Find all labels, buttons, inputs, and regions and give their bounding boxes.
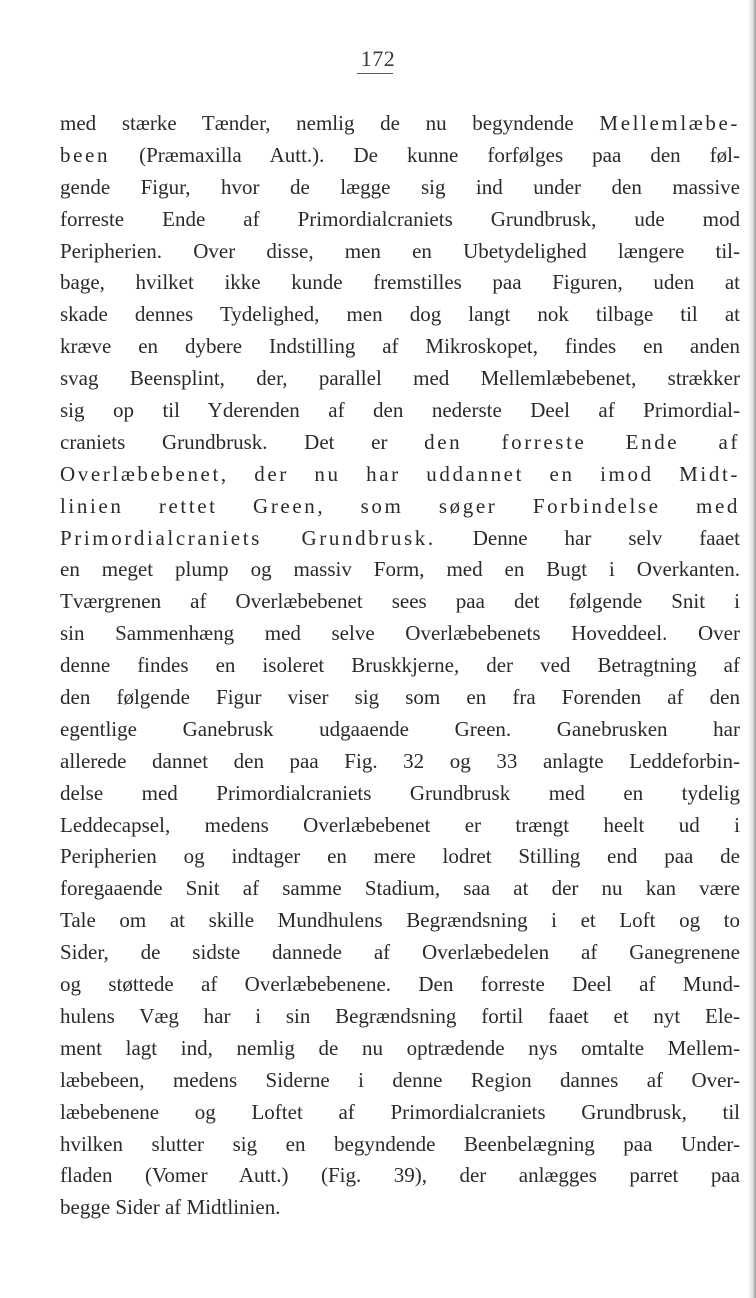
text-line <box>60 491 740 523</box>
text-line <box>60 108 740 140</box>
text-line <box>60 459 740 491</box>
page-number: 172 <box>360 46 396 71</box>
spaced-emphasis: Primordialcraniets Grundbrusk. <box>60 525 436 550</box>
spaced-emphasis: Mellemlæbe- <box>599 111 740 135</box>
text-line: forreste Ende af Primordialcraniets Grundbrusk, ude mod <box>60 206 740 231</box>
spaced-emphasis: linien rettet Green, som søger Forbindelse med <box>60 493 740 518</box>
text-line: foregaaende Snit af samme Stadium, saa at der nu kan være <box>60 876 740 901</box>
page-edge-shadow <box>748 0 756 1298</box>
spaced-emphasis: Overlæbebenet, der nu har uddannet en imod Midt- <box>60 461 740 486</box>
text-segment: (Præmaxilla Autt.). De kunne forfølges paa den føl- <box>110 142 740 167</box>
text-line <box>60 140 740 172</box>
text-line: Tværgrenen af Overlæbebenet sees paa det følgende Snit i <box>60 589 740 614</box>
spaced-emphasis: been <box>60 142 111 167</box>
text-segment: med stærke Tænder, nemlig de nu begyndende <box>60 111 600 135</box>
text-line: sin Sammenhæng med selve Overlæbebenets Hoveddeel. Over <box>60 621 740 646</box>
text-line: delse med Primordialcraniets Grundbrusk med en tydelig <box>60 780 740 805</box>
text-line: læbebeen, medens Siderne i denne Region dannes af Over- <box>60 1067 740 1092</box>
text-line: Peripherien. Over disse, men en Ubetydelighed længere til- <box>60 238 740 263</box>
text-line: denne findes en isoleret Bruskkjerne, der ved Betragtning af <box>60 653 740 678</box>
text-line: og støttede af Overlæbebenene. Den forreste Deel af Mund- <box>60 972 740 997</box>
text-line: sig op til Yderenden af den nederste Deel af Primordial- <box>60 398 740 423</box>
text-line: ment lagt ind, nemlig de nu optrædende nys omtalte Mellem- <box>60 1035 740 1060</box>
text-line: en meget plump og massiv Form, med en Bugt i Overkanten. <box>60 557 740 582</box>
text-line <box>60 427 740 459</box>
text-line: Leddecapsel, medens Overlæbebenet er trængt heelt ud i <box>60 812 740 837</box>
page-number-underline <box>357 73 393 74</box>
text-segment: Denne har selv faaet <box>435 525 740 550</box>
text-line: hvilken slutter sig en begyndende Beenbelægning paa Under- <box>60 1131 740 1156</box>
text-segment: craniets Grundbrusk. Det er <box>60 429 425 454</box>
text-line: gende Figur, hvor de lægge sig ind under den massive <box>60 174 740 199</box>
text-line: egentlige Ganebrusk udgaaende Green. Ganebrusken har <box>60 716 740 741</box>
text-line: Peripherien og indtager en mere lodret Stilling end paa de <box>60 844 740 869</box>
text-line: kræve en dybere Indstilling af Mikroskopet, findes en anden <box>60 334 740 359</box>
text-line: skade dennes Tydelighed, men dog langt nok tilbage til at <box>60 302 740 327</box>
text-line: læbebenene og Loftet af Primordialcraniets Grundbrusk, til <box>60 1099 740 1124</box>
text-line: Tale om at skille Mundhulens Begrændsning i et Loft og to <box>60 908 740 933</box>
text-line: svag Beensplint, der, parallel med Mellemlæbebenet, strækker <box>60 366 740 391</box>
text-line: den følgende Figur viser sig som en fra Forenden af den <box>60 685 740 710</box>
text-line: allerede dannet den paa Fig. 32 og 33 anlagte Leddeforbin- <box>60 748 740 773</box>
spaced-emphasis: den forreste Ende af <box>424 429 740 454</box>
text-line: bage, hvilket ikke kunde fremstilles paa Figuren, uden at <box>60 270 740 295</box>
text-line: begge Sider af Midtlinien. <box>60 1195 281 1220</box>
text-line: fladen (Vomer Autt.) (Fig. 39), der anlægges parret paa <box>60 1163 740 1188</box>
text-line: hulens Væg har i sin Begrændsning fortil faaet et nyt Ele- <box>60 1003 740 1028</box>
text-line: Sider, de sidste dannede af Overlæbedelen af Ganegrenene <box>60 940 740 965</box>
body-text <box>60 108 740 1224</box>
text-line <box>60 523 740 555</box>
